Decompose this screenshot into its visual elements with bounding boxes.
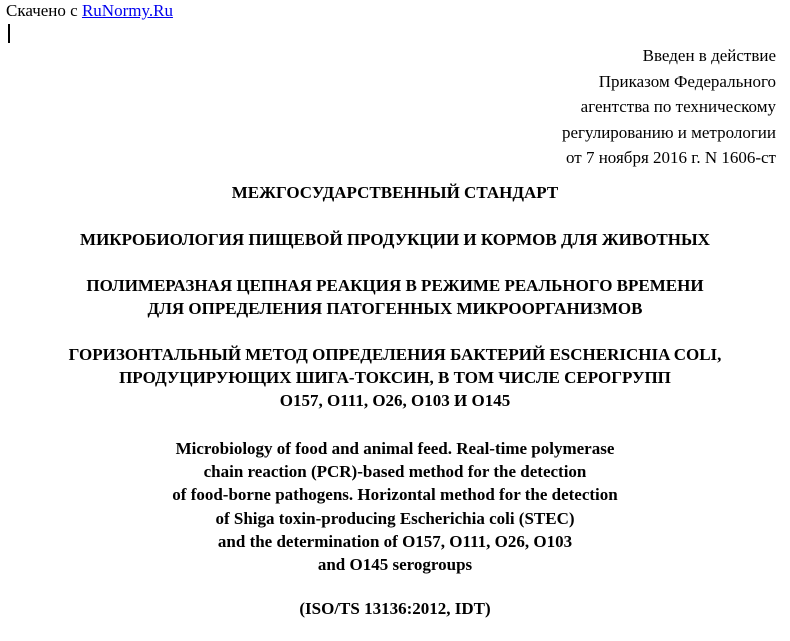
introduction-block	[562, 43, 776, 171]
identifier-block	[0, 597, 790, 620]
standard-type: МЕЖГОСУДАРСТВЕННЫЙ СТАНДАРТ	[231, 183, 559, 202]
title-ru-part2	[0, 274, 790, 320]
intro-line: регулированию и метрологии	[561, 122, 776, 142]
title-en-line: and the determination of O157, O111, O26, O103	[217, 531, 573, 551]
title-ru-part3	[0, 343, 790, 412]
source-line	[6, 1, 173, 21]
standard-type-heading	[0, 181, 790, 204]
text-cursor	[8, 24, 10, 43]
title-en-line: of Shiga toxin-producing Escherichia coli (STEC)	[215, 508, 575, 528]
iso-identifier: (ISO/TS 13136:2012, IDT)	[299, 599, 491, 618]
title-en-line: of food-borne pathogens. Horizontal method for the detection	[172, 485, 618, 505]
title-ru-line: ПРОДУЦИРУЮЩИХ ШИГА-ТОКСИН, В ТОМ ЧИСЛЕ СЕРОГРУПП	[119, 368, 671, 387]
title-ru-line: ПОЛИМЕРАЗНАЯ ЦЕПНАЯ РЕАКЦИЯ В РЕЖИМЕ РЕАЛЬНОГО ВРЕМЕНИ	[86, 276, 704, 295]
title-ru-part1	[0, 228, 790, 251]
title-ru-line: ДЛЯ ОПРЕДЕЛЕНИЯ ПАТОГЕННЫХ МИКРООРГАНИЗМОВ	[147, 299, 643, 318]
title-ru-line: ГОРИЗОНТАЛЬНЫЙ МЕТОД ОПРЕДЕЛЕНИЯ БАКТЕРИЙ ESCHERICHIA COLI,	[68, 345, 722, 364]
title-en	[0, 437, 790, 576]
intro-line: от 7 ноября 2016 г. N 1606-ст	[566, 148, 776, 168]
title-ru-line: O157, O111, O26, O103 И O145	[279, 391, 511, 410]
title-ru-line: МИКРОБИОЛОГИЯ ПИЩЕВОЙ ПРОДУКЦИИ И КОРМОВ ДЛЯ ЖИВОТНЫХ	[80, 230, 710, 249]
intro-line: Введен в действие	[642, 46, 776, 65]
intro-line: Приказом Федерального	[598, 71, 776, 91]
runormy-link[interactable]: RuNormy.Ru	[81, 1, 173, 20]
source-prefix: Скачено с	[6, 1, 82, 20]
title-en-line: and O145 serogroups	[317, 555, 473, 575]
intro-line: агентства по техническому	[580, 97, 776, 117]
title-en-line: Microbiology of food and animal feed. Real-time polymerase	[175, 439, 615, 458]
title-en-line: chain reaction (PCR)-based method for the detection	[203, 462, 587, 482]
